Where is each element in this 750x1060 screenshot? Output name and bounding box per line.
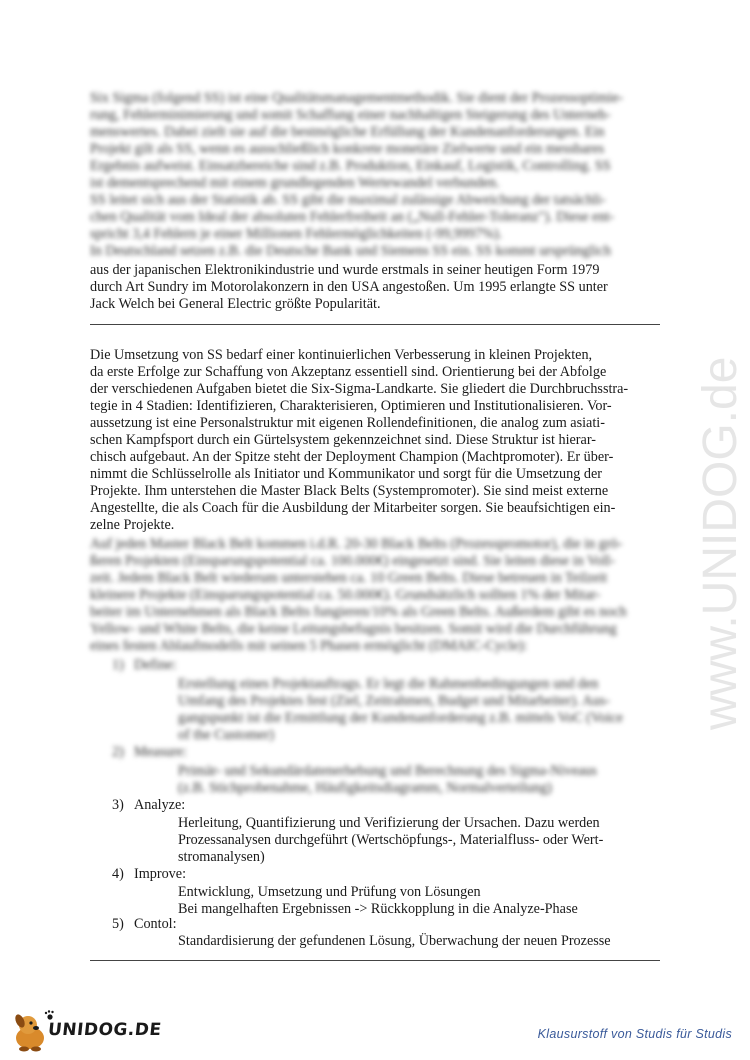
paragraph-line: tegie in 4 Stadien: Identifizieren, Charakterisieren, Optimieren und Institutionalisieren. Vor- [90, 398, 612, 414]
phase-label: Define: [134, 657, 177, 673]
list-number: 2) [112, 744, 124, 760]
phase-text: Entwicklung, Umsetzung und Prüfung von Lösungen [178, 884, 481, 900]
list-number: 3) [112, 797, 124, 813]
paragraph-line: zelne Projekte. [90, 517, 175, 533]
paragraph-line: da erste Erfolge zur Schaffung von Akzeptanz essentiell sind. Orientierung bei der Abfolge [90, 364, 607, 380]
phase-text: Primär- und Sekundärdatenerhebung und Berechnung des Sigma-Niveaus [178, 763, 597, 779]
blurred-line: Auf jeden Master Black Belt kommen i.d.R. 20-30 Black Belts (Prozesspromotor), die in grö- [90, 536, 623, 552]
blurred-line: chen Qualität vom Ideal der absoluten Fehlerfreiheit an („Null-Fehler-Toleranz"). Diese ent- [90, 209, 615, 225]
blurred-line: Six Sigma (folgend SS) ist eine Qualitätsmanagementmethodik. Sie dient der Prozessoptimie- [90, 90, 624, 106]
blurred-line: kleinere Projekte (Einsparungspotential ca. 50.000€). Grundsätzlich sollten 1% der Mitar- [90, 587, 601, 603]
blurred-line: menswertes. Dabei zielt sie auf die bestmögliche Erfüllung der Kundenanforderungen. Ein [90, 124, 605, 140]
blurred-line: Projekt gilt als SS, wenn es ausschließlich konkrete monetäre Zielwerte und ein messbares [90, 141, 605, 157]
phase-text: (z.B. Stichprobenahme, Häufigkeitsdiagramm, Normalverteilung) [178, 780, 552, 796]
watermark-text: www.UNIDOG.de [694, 356, 747, 730]
phase-text: Umfang des Projektes fest (Ziel, Zeitrahmen, Budget und Mitarbeiter). Aus- [178, 693, 610, 709]
paragraph-line: Projekte. Ihm unterstehen die Master Black Belts (Systempromoter). Sie sind meist externe [90, 483, 609, 499]
blurred-line: Ergebnis aufweist. Einsatzbereiche sind z.B. Produktion, Einkauf, Logistik, Controlling. SS [90, 158, 611, 174]
blurred-line: SS leitet sich aus der Statistik ab. SS gibt die maximal zulässige Abweichung der tatsächli- [90, 192, 606, 208]
paragraph-line: aus der japanischen Elektronikindustrie und wurde erstmals in seiner heutigen Form 1979 [90, 262, 600, 278]
phase-text: stromanalysen) [178, 849, 265, 865]
blurred-line: spricht 3,4 Fehlern je einer Millionen Fehlermöglichkeiten (-99,9997%). [90, 226, 503, 242]
phase-text: Bei mangelhaften Ergebnissen -> Rückkopplung in die Analyze-Phase [178, 901, 578, 917]
list-number: 5) [112, 916, 124, 932]
blurred-line: Yellow- und White Belts, die keine Leitungsbefugnis besitzen. Somit wird die Durchführung [90, 621, 617, 637]
phase-text: of the Customer) [178, 727, 275, 743]
blurred-line: ist dementsprechend mit einem grundlegenden Wertewandel verbunden. [90, 175, 500, 191]
paragraph-line: Die Umsetzung von SS bedarf einer kontinuierlichen Verbesserung in kleinen Projekten, [90, 347, 593, 363]
paragraph-line: Jack Welch bei General Electric größte Popularität. [90, 296, 381, 312]
list-number: 4) [112, 866, 124, 882]
list-number: 1) [112, 657, 124, 673]
section-divider [90, 324, 660, 325]
paw-icon [47, 1014, 52, 1019]
blurred-line: In Deutschland setzen z.B. die Deutsche Bank und Siemens SS ein. SS kommt ursprünglich [90, 243, 611, 259]
paragraph-line: aussetzung ist eine Personalstruktur mit eigenen Rollendefinitionen, die analog zum asiati- [90, 415, 605, 431]
section-divider [90, 960, 660, 961]
blurred-line: eines festen Ablaufmodells mit seinen 5 Phasen ermöglicht (DMAIC-Cycle): [90, 638, 528, 654]
phase-text: Standardisierung der gefundenen Lösung, Überwachung der neuen Prozesse [178, 933, 611, 949]
blurred-line: zeit. Jedem Black Belt wiederum unterstehen ca. 10 Green Belts. Diese betreuen in Teilzeit [90, 570, 608, 586]
phase-label: Measure: [134, 744, 187, 760]
phase-label: Improve: [134, 866, 187, 882]
paragraph-line: Angestellte, die als Coach für die Ausbildung der Mitarbeiter sorgen. Sie beaufsichtigen ein- [90, 500, 616, 516]
paragraph-line: chisch aufgebaut. An der Spitze steht der Deployment Champion (Machtpromoter). Er über- [90, 449, 614, 465]
paragraph-line: nimmt die Schlüsselrolle als Initiator und Kommunikator und sorgt für die Umsetzung der [90, 466, 602, 482]
paragraph-line: schen Kampfsport durch ein Gürtelsystem gekennzeichnet sind. Diese Struktur ist hierar- [90, 432, 596, 448]
watermark [640, 280, 750, 740]
phase-text: gangspunkt ist die Ermittlung der Kundenanforderung z.B. mittels VoC (Voice [178, 710, 623, 726]
footer-tagline: Klausurstoff von Studis für Studis [537, 1027, 732, 1041]
phase-label: Analyze: [134, 797, 186, 813]
phase-text: Erstellung eines Projektauftrags. Er legt die Rahmenbedingungen und den [178, 676, 599, 692]
paragraph-line: der verschiedenen Aufgaben bietet die Six-Sigma-Landkarte. Sie gliedert die Durchbruchsstra- [90, 381, 629, 397]
blurred-line: beiter im Unternehmen als Black Belts fungieren/10% als Green Belts. Außerdem gibt es noch [90, 604, 627, 620]
phase-label: Contol: [134, 916, 177, 932]
paragraph-line: durch Art Sundry im Motorolakonzern in den USA angestoßen. Um 1995 erlangte SS unter [90, 279, 608, 295]
blurred-line: rung, Fehlerminimierung und somit Schaffung einer nachhaltigen Steigerung des Unterneh- [90, 107, 611, 123]
phase-text: Herleitung, Quantifizierung und Verifizierung der Ursachen. Dazu werden [178, 815, 600, 831]
blurred-line: ßeren Projekten (Einsparungspotential ca. 100.000€) eingesetzt sind. Sie leiten diese in Voll- [90, 553, 616, 569]
logo-text: UNIDOG.DE [46, 1020, 163, 1040]
phase-text: Prozessanalysen durchgeführt (Wertschöpfungs-, Materialfluss- oder Wert- [178, 832, 604, 848]
